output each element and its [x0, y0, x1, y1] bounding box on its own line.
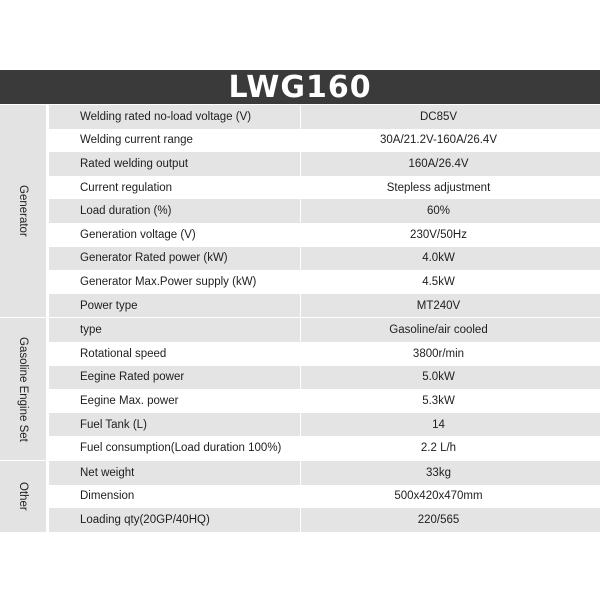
- spec-label: Generator Rated power (kW): [49, 247, 301, 271]
- spec-row: [49, 508, 600, 532]
- group-generator: [0, 104, 600, 317]
- spec-value: 3800r/min: [301, 342, 600, 366]
- spec-row: [49, 199, 600, 223]
- spec-value: 33kg: [301, 461, 600, 485]
- spec-row: [49, 105, 600, 129]
- spec-row: [49, 389, 600, 413]
- spec-value: 14: [301, 413, 600, 437]
- spec-label: Fuel consumption(Load duration 100%): [49, 436, 301, 460]
- spec-label: Load duration (%): [49, 199, 301, 223]
- spec-label: Generation voltage (V): [49, 223, 301, 247]
- spec-row: [49, 342, 600, 366]
- spec-value: DC85V: [301, 105, 600, 129]
- spec-row: [49, 461, 600, 485]
- spec-label: Generator Max.Power supply (kW): [49, 270, 301, 294]
- model-title: LWG160: [228, 69, 372, 105]
- group-label-cell: [0, 318, 49, 460]
- spec-row: [49, 129, 600, 153]
- spec-value: MT240V: [301, 294, 600, 318]
- spec-label: Dimension: [49, 485, 301, 509]
- spec-label: type: [49, 318, 301, 342]
- spec-value: Stepless adjustment: [301, 176, 600, 200]
- spec-row: [49, 413, 600, 437]
- spec-label: Welding current range: [49, 129, 301, 153]
- group-gasoline-engine-set: [0, 317, 600, 460]
- spec-row: [49, 152, 600, 176]
- spec-row: [49, 436, 600, 460]
- group-label-cell: [0, 105, 49, 317]
- spec-label: Eegine Rated power: [49, 366, 301, 390]
- spec-row: [49, 318, 600, 342]
- spec-value: 230V/50Hz: [301, 223, 600, 247]
- spec-label: Eegine Max. power: [49, 389, 301, 413]
- spec-row: [49, 366, 600, 390]
- spec-value: Gasoline/air cooled: [301, 318, 600, 342]
- spec-label: Power type: [49, 294, 301, 318]
- spec-row: [49, 294, 600, 318]
- spec-row: [49, 223, 600, 247]
- spec-value: 5.3kW: [301, 389, 600, 413]
- spec-value: 4.0kW: [301, 247, 600, 271]
- spec-row: [49, 247, 600, 271]
- group-label: Other: [17, 481, 29, 511]
- spec-value: 2.2 L/h: [301, 436, 600, 460]
- model-title-bar: [0, 70, 600, 104]
- spec-sheet: [0, 70, 600, 532]
- spec-label: Rotational speed: [49, 342, 301, 366]
- spec-value: 160A/26.4V: [301, 152, 600, 176]
- spec-value: 220/565: [301, 508, 600, 532]
- group-other: [0, 460, 600, 532]
- spec-row: [49, 176, 600, 200]
- spec-label: Welding rated no-load voltage (V): [49, 105, 301, 129]
- spec-value: 60%: [301, 199, 600, 223]
- spec-label: Current regulation: [49, 176, 301, 200]
- group-label: Generator: [17, 185, 29, 238]
- spec-label: Fuel Tank (L): [49, 413, 301, 437]
- spec-label: Rated welding output: [49, 152, 301, 176]
- spec-value: 30A/21.2V-160A/26.4V: [301, 129, 600, 153]
- spec-value: 4.5kW: [301, 270, 600, 294]
- group-label: Gasoline Engine Set: [17, 336, 29, 442]
- spec-row: [49, 485, 600, 509]
- spec-row: [49, 270, 600, 294]
- group-label-cell: [0, 461, 49, 532]
- spec-label: Loading qty(20GP/40HQ): [49, 508, 301, 532]
- spec-value: 5.0kW: [301, 366, 600, 390]
- spec-label: Net weight: [49, 461, 301, 485]
- spec-value: 500x420x470mm: [301, 485, 600, 509]
